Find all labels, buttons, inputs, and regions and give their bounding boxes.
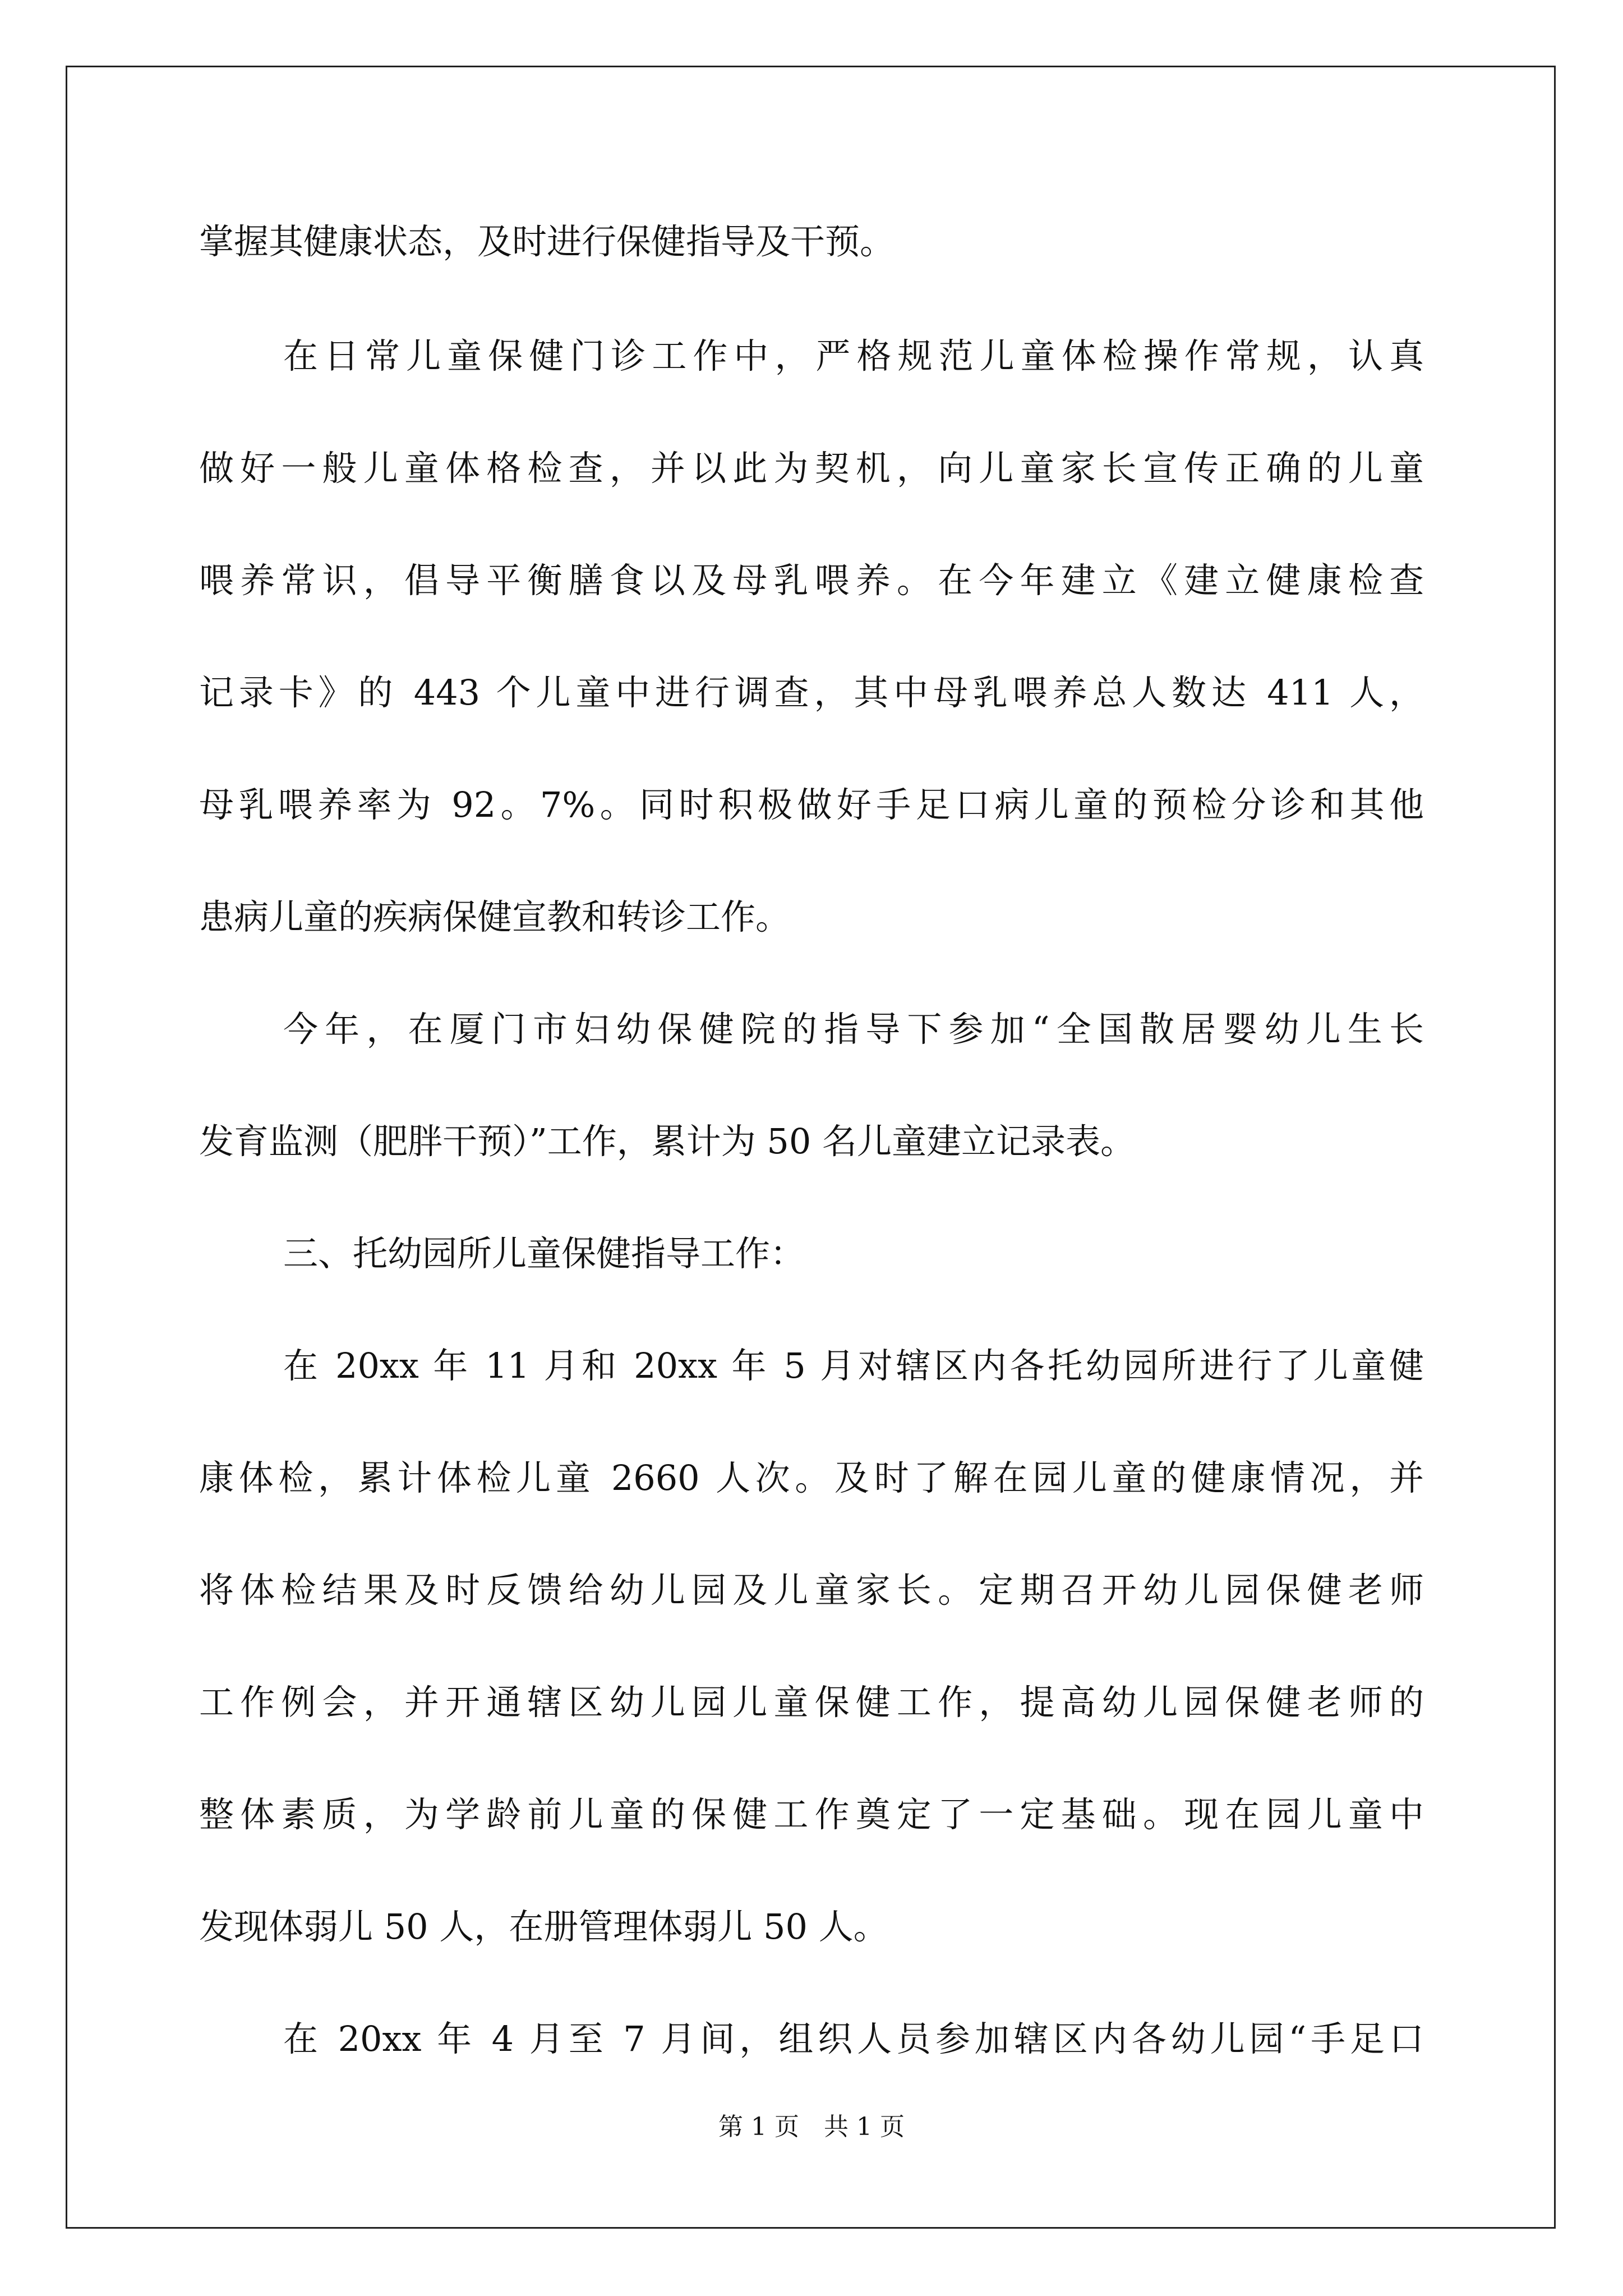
- body-line-6: 母乳喂养率为 92。7%。同时积极做好手足口病儿童的预检分诊和其他: [199, 784, 1424, 825]
- body-line-9: 发育监测（肥胖干预）”工作，累计为 50 名儿童建立记录表。: [199, 1121, 1136, 1162]
- body-line-15: 整体素质，为学龄前儿童的保健工作奠定了一定基础。现在园儿童中: [199, 1794, 1424, 1835]
- body-line-12: 康体检，累计体检儿童 2660 人次。及时了解在园儿童的健康情况，并: [199, 1457, 1424, 1498]
- body-line-11: 在 20xx 年 11 月和 20xx 年 5 月对辖区内各托幼园所进行了儿童健: [283, 1345, 1424, 1386]
- body-line-14: 工作例会，并开通辖区幼儿园儿童保健工作，提高幼儿园保健老师的: [199, 1682, 1424, 1723]
- body-line-3: 做好一般儿童体格检查，并以此为契机，向儿童家长宣传正确的儿童: [199, 448, 1424, 489]
- section-heading: 三、托幼园所儿童保健指导工作：: [283, 1233, 805, 1274]
- body-line-4: 喂养常识，倡导平衡膳食以及母乳喂养。在今年建立《建立健康检查: [199, 560, 1424, 601]
- body-line-16: 发现体弱儿 50 人，在册管理体弱儿 50 人。: [199, 1906, 888, 1947]
- body-line-8: 今年，在厦门市妇幼保健院的指导下参加“全国散居婴幼儿生长: [283, 1009, 1424, 1050]
- page-number-footer: 第 1 页 共 1 页: [718, 2113, 905, 2141]
- body-line-5: 记录卡》的 443 个儿童中进行调查，其中母乳喂养总人数达 411 人，: [199, 672, 1424, 713]
- body-line-1: 掌握其健康状态，及时进行保健指导及干预。: [199, 221, 895, 262]
- body-line-7: 患病儿童的疾病保健宣教和转诊工作。: [199, 896, 791, 937]
- body-line-13: 将体检结果及时反馈给幼儿园及儿童家长。定期召开幼儿园保健老师: [199, 1570, 1424, 1611]
- body-line-17: 在 20xx 年 4 月至 7 月间，组织人员参加辖区内各幼儿园“手足口: [283, 2018, 1424, 2059]
- body-line-2: 在日常儿童保健门诊工作中，严格规范儿童体检操作常规，认真: [283, 335, 1424, 376]
